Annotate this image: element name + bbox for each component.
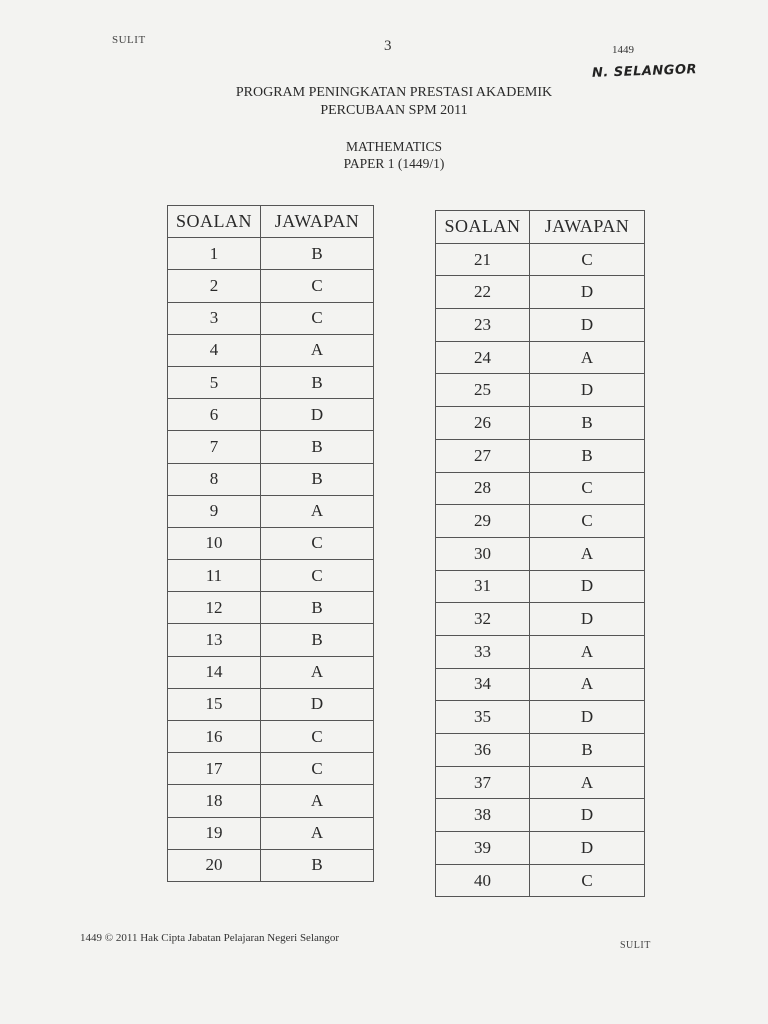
question-number: 10 bbox=[168, 527, 261, 559]
question-number: 28 bbox=[436, 472, 530, 505]
answer-letter: B bbox=[261, 624, 374, 656]
answer-letter: C bbox=[530, 864, 645, 897]
question-number: 19 bbox=[168, 817, 261, 849]
question-number: 18 bbox=[168, 785, 261, 817]
handwritten-note: N. SELANGOR bbox=[591, 62, 698, 81]
question-number: 35 bbox=[436, 701, 530, 734]
title-line-1: PROGRAM PENINGKATAN PRESTASI AKADEMIK bbox=[235, 85, 553, 100]
answer-letter: C bbox=[261, 560, 374, 592]
table-row bbox=[168, 302, 374, 334]
question-number: 26 bbox=[436, 407, 530, 440]
answer-letter: D bbox=[261, 399, 374, 431]
question-number: 7 bbox=[168, 431, 261, 463]
table-row bbox=[436, 407, 645, 440]
question-number: 39 bbox=[436, 832, 530, 865]
sulit-label-top: SULIT bbox=[112, 34, 146, 46]
question-number: 22 bbox=[436, 276, 530, 309]
table-row bbox=[436, 276, 645, 309]
paper-code: 1449 bbox=[612, 44, 634, 56]
question-number: 17 bbox=[168, 753, 261, 785]
table-row bbox=[168, 849, 374, 881]
answer-letter: C bbox=[261, 270, 374, 302]
answer-letter: C bbox=[530, 472, 645, 505]
answer-letter: A bbox=[261, 656, 374, 688]
table-row bbox=[436, 243, 645, 276]
answer-letter: A bbox=[530, 635, 645, 668]
answer-table-right bbox=[435, 210, 645, 897]
question-number: 24 bbox=[436, 341, 530, 374]
program-title bbox=[0, 84, 768, 120]
table-row bbox=[168, 334, 374, 366]
title-line-2: PERCUBAAN SPM 2011 bbox=[320, 103, 468, 118]
table-header-row bbox=[168, 206, 374, 238]
question-number: 25 bbox=[436, 374, 530, 407]
answer-letter: D bbox=[261, 688, 374, 720]
answer-letter: B bbox=[530, 439, 645, 472]
question-number: 16 bbox=[168, 721, 261, 753]
answer-letter: B bbox=[261, 592, 374, 624]
answer-letter: B bbox=[530, 407, 645, 440]
paper-name: PAPER 1 (1449/1) bbox=[343, 156, 445, 171]
question-number: 34 bbox=[436, 668, 530, 701]
table-row bbox=[436, 603, 645, 636]
table-row bbox=[436, 472, 645, 505]
answer-letter: B bbox=[261, 463, 374, 495]
answer-letter: B bbox=[261, 366, 374, 398]
header-jawapan: JAWAPAN bbox=[530, 211, 645, 244]
answer-letter: B bbox=[530, 734, 645, 767]
answer-rows-left bbox=[168, 238, 374, 882]
answer-letter: A bbox=[530, 537, 645, 570]
question-number: 1 bbox=[168, 238, 261, 270]
question-number: 13 bbox=[168, 624, 261, 656]
table-row bbox=[168, 463, 374, 495]
table-row bbox=[168, 817, 374, 849]
table-row bbox=[436, 766, 645, 799]
table-row bbox=[436, 537, 645, 570]
table-row bbox=[168, 721, 374, 753]
table-row bbox=[436, 439, 645, 472]
table-row bbox=[436, 635, 645, 668]
answer-letter: A bbox=[530, 341, 645, 374]
header-jawapan: JAWAPAN bbox=[261, 206, 374, 238]
answer-letter: C bbox=[530, 505, 645, 538]
question-number: 12 bbox=[168, 592, 261, 624]
question-number: 20 bbox=[168, 849, 261, 881]
question-number: 30 bbox=[436, 537, 530, 570]
table-row bbox=[168, 753, 374, 785]
question-number: 11 bbox=[168, 560, 261, 592]
answer-letter: D bbox=[530, 701, 645, 734]
answer-letter: B bbox=[261, 238, 374, 270]
table-row bbox=[436, 668, 645, 701]
subject-title bbox=[0, 138, 768, 172]
table-row bbox=[168, 399, 374, 431]
answer-letter: C bbox=[261, 302, 374, 334]
answer-letter: D bbox=[530, 309, 645, 342]
question-number: 14 bbox=[168, 656, 261, 688]
question-number: 27 bbox=[436, 439, 530, 472]
table-row bbox=[436, 701, 645, 734]
table-row bbox=[436, 799, 645, 832]
question-number: 21 bbox=[436, 243, 530, 276]
table-row bbox=[168, 495, 374, 527]
answer-rows-right bbox=[436, 243, 645, 897]
page-number: 3 bbox=[384, 38, 392, 54]
question-number: 9 bbox=[168, 495, 261, 527]
question-number: 36 bbox=[436, 734, 530, 767]
question-number: 29 bbox=[436, 505, 530, 538]
answer-letter: A bbox=[261, 785, 374, 817]
answer-letter: D bbox=[530, 570, 645, 603]
copyright-footer: 1449 © 2011 Hak Cipta Jabatan Pelajaran Negeri Selangor bbox=[80, 932, 340, 944]
answer-letter: D bbox=[530, 799, 645, 832]
question-number: 4 bbox=[168, 334, 261, 366]
table-row bbox=[168, 688, 374, 720]
table-row bbox=[436, 734, 645, 767]
subject-name: MATHEMATICS bbox=[345, 139, 442, 154]
answer-letter: A bbox=[261, 495, 374, 527]
table-row bbox=[436, 374, 645, 407]
question-number: 32 bbox=[436, 603, 530, 636]
sulit-label-bottom: SULIT bbox=[620, 940, 651, 951]
question-number: 33 bbox=[436, 635, 530, 668]
answer-table-left bbox=[167, 205, 374, 882]
question-number: 31 bbox=[436, 570, 530, 603]
table-row bbox=[436, 832, 645, 865]
answer-letter: B bbox=[261, 849, 374, 881]
question-number: 37 bbox=[436, 766, 530, 799]
answer-letter: D bbox=[530, 276, 645, 309]
table-row bbox=[436, 341, 645, 374]
answer-letter: D bbox=[530, 374, 645, 407]
table-row bbox=[168, 238, 374, 270]
table-row bbox=[168, 785, 374, 817]
answer-letter: C bbox=[261, 753, 374, 785]
answer-letter: A bbox=[530, 668, 645, 701]
answer-letter: A bbox=[530, 766, 645, 799]
table-row bbox=[168, 592, 374, 624]
table-row bbox=[436, 864, 645, 897]
question-number: 8 bbox=[168, 463, 261, 495]
question-number: 6 bbox=[168, 399, 261, 431]
answer-letter: D bbox=[530, 832, 645, 865]
answer-letter: B bbox=[261, 431, 374, 463]
question-number: 3 bbox=[168, 302, 261, 334]
table-row bbox=[168, 624, 374, 656]
answer-letter: C bbox=[261, 721, 374, 753]
question-number: 38 bbox=[436, 799, 530, 832]
question-number: 40 bbox=[436, 864, 530, 897]
question-number: 15 bbox=[168, 688, 261, 720]
question-number: 5 bbox=[168, 366, 261, 398]
table-row bbox=[168, 560, 374, 592]
header-soalan: SOALAN bbox=[168, 206, 261, 238]
answer-letter: A bbox=[261, 334, 374, 366]
answer-letter: C bbox=[530, 243, 645, 276]
table-row bbox=[168, 527, 374, 559]
answer-letter: C bbox=[261, 527, 374, 559]
table-row bbox=[436, 505, 645, 538]
question-number: 2 bbox=[168, 270, 261, 302]
answer-letter: A bbox=[261, 817, 374, 849]
table-row bbox=[436, 570, 645, 603]
question-number: 23 bbox=[436, 309, 530, 342]
table-row bbox=[436, 309, 645, 342]
table-row bbox=[168, 270, 374, 302]
table-row bbox=[168, 366, 374, 398]
header-soalan: SOALAN bbox=[436, 211, 530, 244]
table-header-row bbox=[436, 211, 645, 244]
table-row bbox=[168, 656, 374, 688]
table-row bbox=[168, 431, 374, 463]
answer-letter: D bbox=[530, 603, 645, 636]
